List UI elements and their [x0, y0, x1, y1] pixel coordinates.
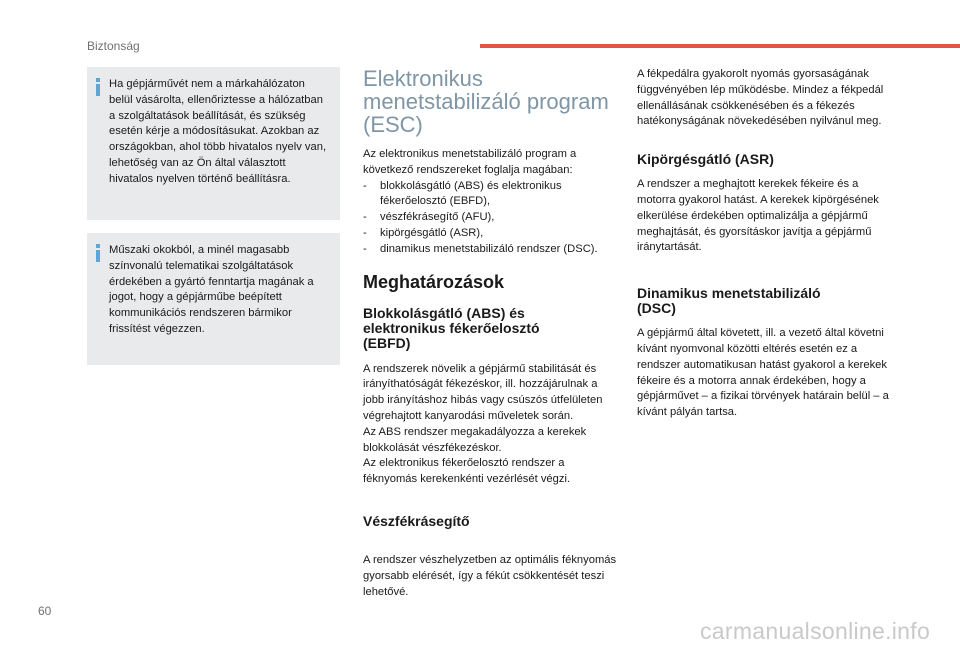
info-note-2: [87, 233, 340, 365]
abs-heading: Blokkolásgátló (ABS) és elektronikus fékerőelosztó (EBFD): [363, 304, 540, 351]
right-column: [637, 67, 892, 421]
list-item: - vészfékrásegítő (AFU),: [363, 210, 618, 226]
middle-column: [363, 67, 618, 600]
abs-paragraph-1: A rendszerek növelik a gépjármű stabilitását és irányíthatóságát fékezéskor, ill. hozzájárulnak a jobb irányításhoz hibás vagy csúszós útfelületen végrehajtott kanyarodási műveletek során.: [363, 362, 603, 422]
abs-paragraph-3: Az elektronikus fékerőelosztó rendszer a féknyomás kerekenkénti vezérlését végzi.: [363, 457, 571, 486]
watermark: carmanualsonline.info: [700, 618, 931, 644]
esc-title: Elektronikus menetstabilizáló program (ESC): [363, 66, 609, 137]
dsc-paragraph: A gépjármű által követett, ill. a vezető által követni kívánt nyomvonal közötti eltérés esetén ez a rendszer automatikusan hatást gyakorol a kerekek fékeire és a motorra annak érdekében, hogy a gépjárművet – a fizikai törvények határain belül – a kívánt pályán tartsa.: [637, 327, 889, 419]
afu-heading: Vészfékrásegítő: [363, 512, 470, 529]
info-icon: [96, 244, 100, 262]
asr-paragraph: A rendszer a meghajtott kerekek fékeire és a motorra gyakorol hatást. A kerekek kipörgésének elkerülése érdekében optimalizálja a gépjármű meghajtását, és gyorsításkor javítja a gépjármű iránytartását.: [637, 178, 879, 254]
definitions-heading: Meghatározások: [363, 271, 505, 292]
info-note-1: [87, 67, 340, 220]
note-text: Műszaki okokból, a minél magasabb színvonalú telematikai szolgáltatások érdekében a gyártó fenntartja magának a jogot, hogy a gépjárműbe beépített kommunikációs rendszeren bármikor frissítést végezzen.: [109, 244, 314, 335]
esc-intro: Az elektronikus menetstabilizáló program a következő rendszereket foglalja magában:: [363, 148, 577, 176]
list-item: - kipörgésgátló (ASR),: [363, 226, 618, 242]
abs-paragraph-2: Az ABS rendszer megakadályozza a kerekek blokkolását vészfékezéskor.: [363, 425, 587, 454]
note-text: Ha gépjárművét nem a márkahálózaton belül vásárolta, ellenőriztesse a hálózatban a szolgáltatások beállítását, és szükség esetén kérje a módosításukat. Azokban az országokban, ahol több hivatalos nyelv van, lehetőség van az Ön által választott hivatalos nyelven történő beállításra.: [109, 78, 327, 185]
section-label: Biztonság: [87, 39, 140, 53]
esc-system-list: [363, 179, 618, 258]
dsc-heading: Dinamikus menetstabilizáló (DSC): [637, 285, 821, 317]
list-item: - dinamikus menetstabilizáló rendszer (DSC).: [363, 242, 618, 258]
afu-continued: A fékpedálra gyakorolt nyomás gyorsaságának függvényében lép működésbe. Mindez a fékpedál ellenállásának csökkenésében és a fékezés hatékonyságának növekedésében nyilvánul meg.: [637, 68, 884, 128]
asr-heading: Kipörgésgátló (ASR): [637, 151, 774, 168]
header-accent-bar: [480, 44, 960, 48]
info-icon: [96, 78, 100, 96]
list-item: - blokkolásgátló (ABS) és elektronikus fékerőelosztó (EBFD),: [363, 179, 618, 211]
page-number: 60: [38, 604, 52, 618]
afu-paragraph: A rendszer vészhelyzetben az optimális féknyomás gyorsabb elérését, így a fékút csökkentését teszi lehetővé.: [363, 553, 617, 598]
